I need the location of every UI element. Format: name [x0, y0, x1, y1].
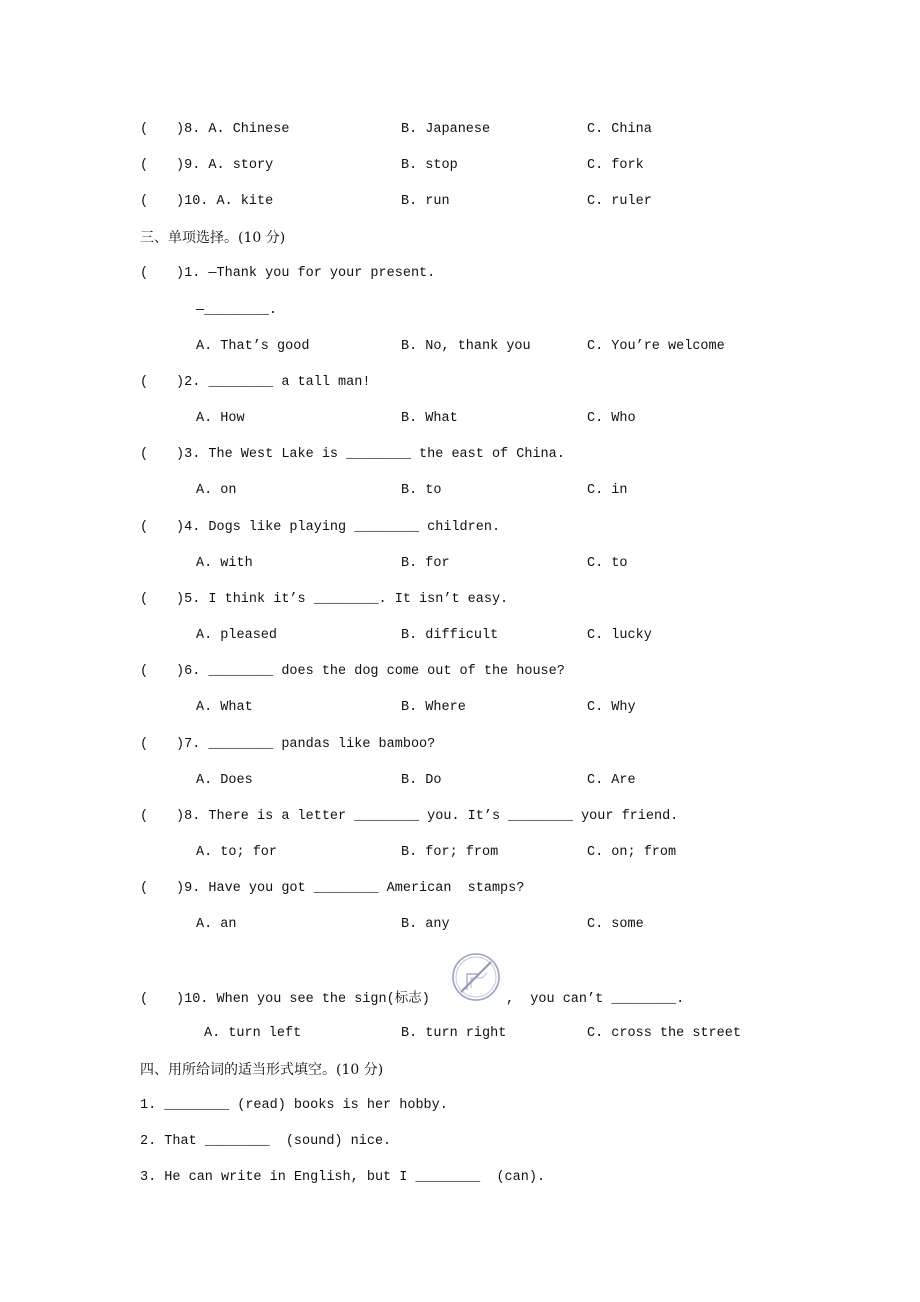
option-a: A. What: [196, 700, 253, 715]
option-a: A. with: [196, 556, 253, 571]
answer-paren[interactable]: (: [140, 447, 149, 462]
answer-paren[interactable]: (: [140, 592, 149, 607]
answer-paren[interactable]: (: [140, 194, 149, 209]
fill-in-item: 2. That ________ (sound) nice.: [140, 1134, 392, 1149]
question-stem: )2. ________ a tall man!: [176, 375, 371, 390]
option-b: B. Where: [401, 700, 466, 715]
option-c: C. lucky: [587, 628, 652, 643]
option-b: B. No, thank you: [401, 339, 531, 354]
option-a: A. on: [196, 483, 237, 498]
answer-paren[interactable]: (: [140, 737, 149, 752]
answer-paren[interactable]: (: [140, 266, 149, 281]
answer-paren[interactable]: (: [140, 520, 149, 535]
question-stem: )5. I think it’s ________. It isn’t easy.: [176, 592, 509, 607]
answer-paren[interactable]: (: [140, 158, 149, 173]
option-b: B. any: [401, 917, 450, 932]
option-a: A. to; for: [196, 845, 278, 860]
section-title: 四、用所给词的适当形式填空。(10 分): [140, 1062, 384, 1078]
question-stem-end: , you can’t ________.: [506, 992, 685, 1007]
option-c: C. ruler: [587, 194, 652, 209]
question-stem: )1. —Thank you for your present.: [176, 266, 436, 281]
section-title: 三、单项选择。(10 分): [140, 230, 286, 246]
option-c: C. You’re welcome: [587, 339, 725, 354]
question-stem: )8. There is a letter ________ you. It’s ________ your friend.: [176, 809, 679, 824]
answer-paren[interactable]: (: [140, 664, 149, 679]
option-c: C. in: [587, 483, 628, 498]
option-a: A. an: [196, 917, 237, 932]
option-b: B. Do: [401, 773, 442, 788]
option-a: A. That’s good: [196, 339, 310, 354]
answer-paren[interactable]: (: [140, 809, 149, 824]
option-b: B. to: [401, 483, 442, 498]
option-b: B. difficult: [401, 628, 499, 643]
option-c: C. fork: [587, 158, 644, 173]
question-stem: )10. A. kite: [176, 194, 274, 209]
answer-paren[interactable]: (: [140, 122, 149, 137]
option-b: B. for: [401, 556, 450, 571]
option-c: C. some: [587, 917, 644, 932]
question-stem: )6. ________ does the dog come out of the house?: [176, 664, 565, 679]
option-c: C. Are: [587, 773, 636, 788]
option-a: A. turn left: [204, 1026, 302, 1041]
option-b: B. for; from: [401, 845, 499, 860]
answer-paren[interactable]: (: [140, 992, 149, 1007]
option-a: A. How: [196, 411, 245, 426]
option-c: C. to: [587, 556, 628, 571]
fill-in-item: 3. He can write in English, but I ________ (can).: [140, 1170, 546, 1185]
reply-blank: —________.: [196, 303, 278, 318]
option-a: A. Does: [196, 773, 253, 788]
question-stem: )10. When you see the sign(标志): [176, 992, 430, 1007]
question-stem: )7. ________ pandas like bamboo?: [176, 737, 436, 752]
option-b: B. Japanese: [401, 122, 491, 137]
question-stem: )9. A. story: [176, 158, 274, 173]
option-b: B. What: [401, 411, 458, 426]
option-a: A. pleased: [196, 628, 278, 643]
answer-paren[interactable]: (: [140, 375, 149, 390]
no-crossing-sign-icon: [451, 952, 501, 1002]
option-c: C. Who: [587, 411, 636, 426]
option-c: C. on; from: [587, 845, 677, 860]
question-stem: )9. Have you got ________ American stamps?: [176, 881, 525, 896]
question-stem: )8. A. Chinese: [176, 122, 290, 137]
option-c: C. China: [587, 122, 652, 137]
answer-paren[interactable]: (: [140, 881, 149, 896]
fill-in-item: 1. ________ (read) books is her hobby.: [140, 1098, 448, 1113]
question-stem: )3. The West Lake is ________ the east of China.: [176, 447, 565, 462]
question-stem: )4. Dogs like playing ________ children.: [176, 520, 501, 535]
option-c: C. Why: [587, 700, 636, 715]
option-b: B. run: [401, 194, 450, 209]
option-b: B. turn right: [401, 1026, 507, 1041]
option-b: B. stop: [401, 158, 458, 173]
option-c: C. cross the street: [587, 1026, 741, 1041]
